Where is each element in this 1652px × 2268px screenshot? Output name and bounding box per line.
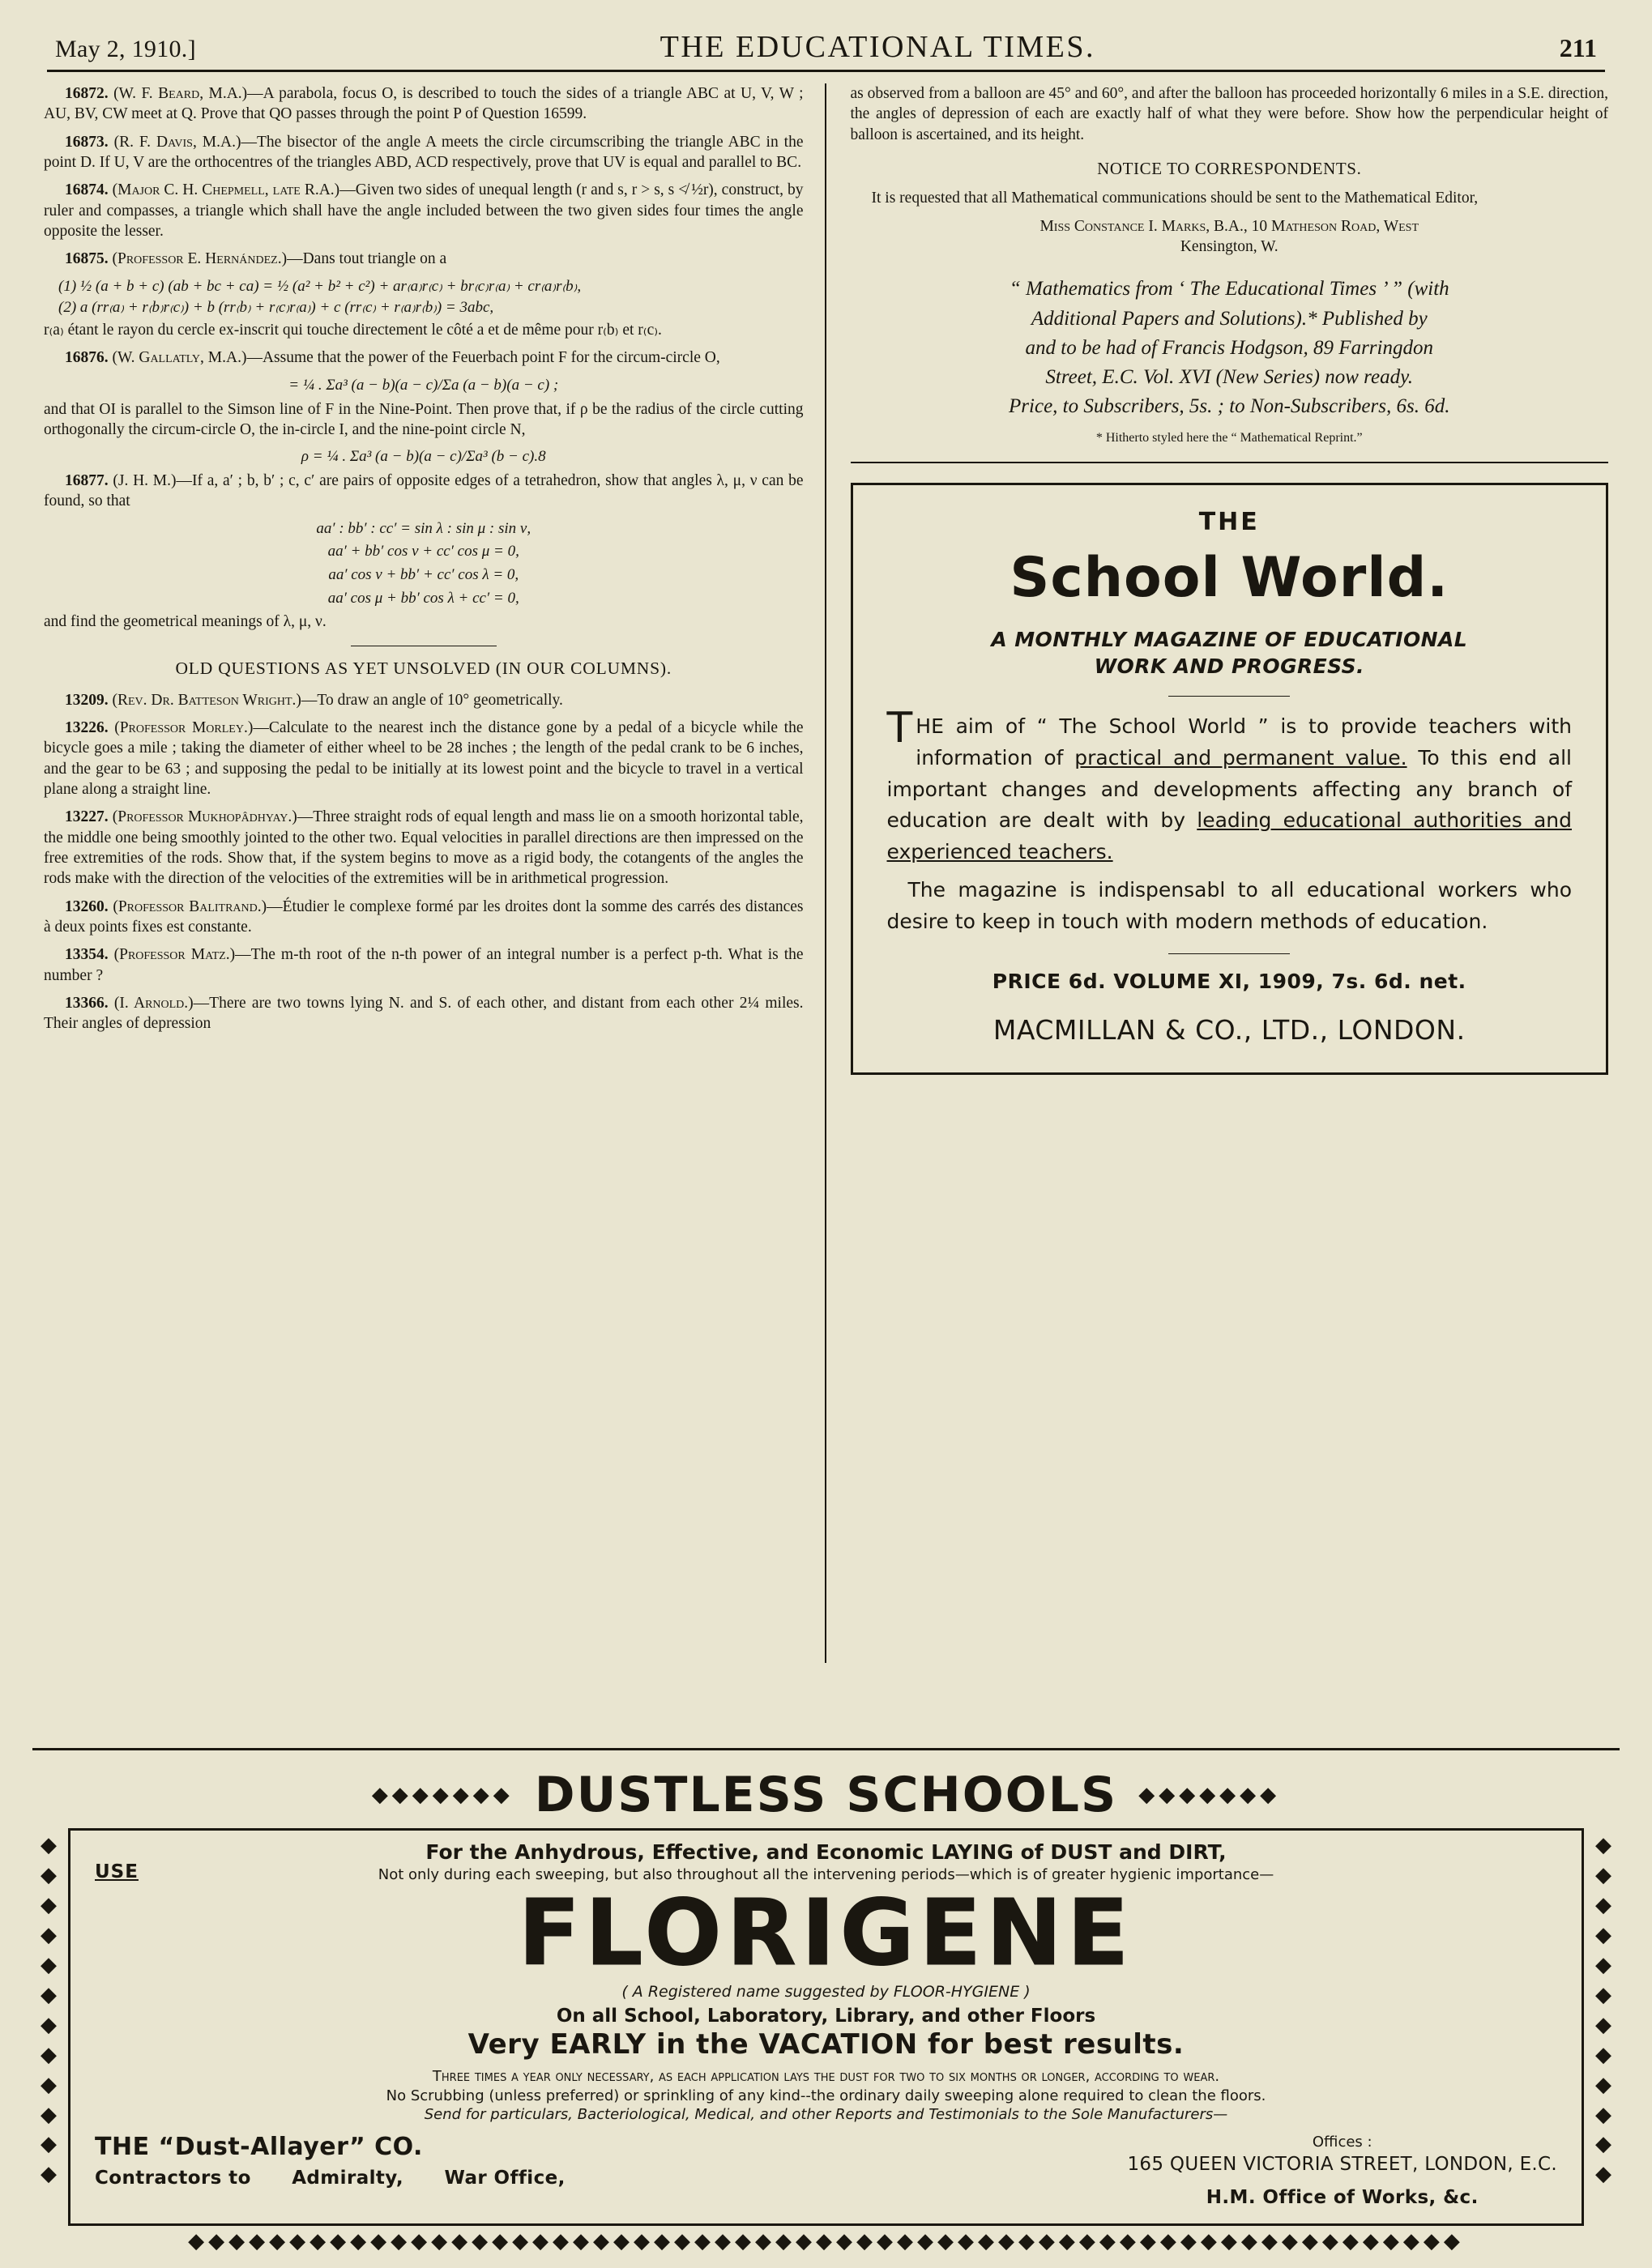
ad-price: PRICE 6d. VOLUME XI, 1909, 7s. 6d. net. xyxy=(992,970,1466,994)
notice-address-line-1: Miss Constance I. Marks, B.A., 10 Matheson Road, West xyxy=(1039,217,1419,235)
problem-item xyxy=(44,347,804,368)
ad-headline-row xyxy=(32,1767,1620,1823)
promo-line-4: Street, E.C. Vol. XVI (New Series) now ready. xyxy=(1045,366,1414,389)
problem-equation: aa′ cos μ + bb′ cos λ + cc′ = 0, xyxy=(327,589,519,607)
contractor-admiralty: Admiralty, xyxy=(292,2167,404,2189)
problem-item xyxy=(44,132,804,173)
registered-name-note: ( A Registered name suggested by FLOOR-HYGIENE ) xyxy=(621,1983,1031,2002)
ad-tagline: For the Anhydrous, Effective, and Economic LAYING of DUST and DIRT, xyxy=(425,1840,1227,1865)
contractor-war-office: War Office, xyxy=(444,2167,566,2189)
issue-date: May 2, 1910.] xyxy=(55,36,196,62)
problem-item xyxy=(44,83,804,125)
ad-body xyxy=(881,704,1579,937)
problem-equation: aa′ + bb′ cos ν + cc′ cos μ = 0, xyxy=(327,543,519,561)
ad-divider-2 xyxy=(1168,953,1290,954)
notice-heading: NOTICE TO CORRESPONDENTS. xyxy=(1097,159,1362,179)
problem-equation: aa′ : bb′ : cc′ = sin λ : sin μ : sin ν, xyxy=(316,519,531,537)
problem-number: 16877. xyxy=(65,471,109,489)
left-column xyxy=(44,83,826,1663)
problem-text: —Calculate to the nearest inch the distance gone by a pedal of a bicycle while the bicycle goes a mile ; taking the diameter of either wheel to be 28 inches ; the length of the pedal crank to be 6 inches, and the gear to be 63 ; and supposing the pedal to be initially at its lowest point and the bicycle to travel in a vertical plane along a straight line. xyxy=(44,718,804,798)
page-number: 211 xyxy=(1559,33,1597,62)
notice-address-line-2: Kensington, W. xyxy=(1180,238,1278,256)
promo-line-5: Price, to Subscribers, 5s. ; to Non-Subscribers, 6s. 6d. xyxy=(1009,395,1450,418)
problem-attribution: (Professor Mukhopâdhyay.) xyxy=(112,808,297,826)
dustless-schools-advertisement[interactable] xyxy=(32,1748,1620,2253)
contractor-hm-office: H.M. Office of Works, &c. xyxy=(1206,2186,1479,2208)
ad-body-text-2: To this end all important changes and developments affecting any branch of education are dealt with by xyxy=(886,745,1572,833)
problem-attribution: (W. Gallatly, M.A.) xyxy=(112,349,247,367)
problem-attribution: (Professor Balitrand.) xyxy=(113,897,267,915)
problem-item xyxy=(44,471,804,512)
problem-equation: ρ = ¼ . Σa³ (a − b)(a − c)/Σa³ (b − c).8 xyxy=(301,448,546,466)
diamond-border-bottom: ◆◆◆◆◆◆◆◆◆◆◆◆◆◆◆◆◆◆◆◆◆◆◆◆◆◆◆◆◆◆◆◆◆◆◆◆◆◆◆◆◆◆◆◆◆◆◆◆◆◆◆◆◆◆◆◆◆◆◆◆◆◆◆ xyxy=(188,2229,1464,2253)
ad-underlined-phrase-2: leading educational authorities and experienced teachers. xyxy=(886,808,1572,864)
ad-body-text-1: HE aim of “ The School World ” is to provide teachers with information of xyxy=(916,714,1572,770)
problem-text: —Étudier le complexe formé par les droites dont la somme des carrés des distances à deux points fixes est constante. xyxy=(44,897,804,936)
old-problem-item xyxy=(44,690,804,710)
problem-number: 16872. xyxy=(65,85,109,102)
contractors-label xyxy=(95,2168,566,2189)
ad-vacation-line: Very EARLY in the VACATION for best results. xyxy=(467,2028,1185,2061)
contractors-label-text: Contractors to xyxy=(95,2167,251,2189)
promo-footnote: * Hitherto styled here the “ Mathematical Reprint.” xyxy=(1095,430,1363,445)
ad-company-block xyxy=(95,2133,566,2189)
ad-floors-line: On all School, Laboratory, Library, and other Floors xyxy=(556,2006,1096,2027)
problem-text: —If a, a′ ; b, b′ ; c, c′ are pairs of opposite edges of a tetrahedron, show that angles λ, μ, ν can be found, so that xyxy=(44,471,804,510)
promo-rule xyxy=(851,462,1609,463)
problem-attribution: (W. F. Beard, M.A.) xyxy=(113,85,248,102)
ad-fineprint xyxy=(83,2067,1569,2124)
problem-text: —Dans tout triangle on a xyxy=(287,250,447,268)
problem-number: 13366. xyxy=(65,995,109,1013)
continued-text: as observed from a balloon are 45° and 60°, and after the balloon has proceeded horizontally 6 miles in a S.E. direction, the angles of depression of each are exactly half of what they were before. Show how the perpendicular height of balloon is ascertained, and its height. xyxy=(850,85,1608,143)
problem-tail: r₍a₎ étant le rayon du cercle ex-inscrit qui touche directement le côté a et de même pour r₍b₎ et r₍c₎. xyxy=(44,322,662,339)
problem-item xyxy=(44,249,804,269)
ad-body-paragraph-2: The magazine is indispensabl to all educational workers who desire to keep in touch with modern methods of education. xyxy=(886,877,1572,933)
reprint-promo xyxy=(856,275,1604,446)
promo-line-1: “ Mathematics from ‘ The Educational Times ’ ” (with xyxy=(1009,278,1449,301)
ad-offices-block xyxy=(1128,2133,1558,2210)
problem-item xyxy=(44,180,804,241)
notice-text: It is requested that all Mathematical communications should be sent to the Mathematical Editor, xyxy=(871,190,1479,207)
diamond-border-left: ◆ ◆ ◆ ◆ ◆ ◆ ◆ ◆ ◆ ◆ ◆ ◆ xyxy=(41,1833,57,2187)
fineprint-line-2: No Scrubbing (unless preferred) or sprinkling of any kind--the ordinary daily sweeping alone required to clean the floors. xyxy=(386,2087,1266,2104)
ad-subtitle-line-1: A MONTHLY MAGAZINE OF EDUCATIONAL xyxy=(991,628,1468,652)
problem-text: —A parabola, focus O, is described to touch the sides of a triangle ABC at U, V, W ; AU, BV, CW meet at Q. Prove that QO passes through the point P of Question 16599. xyxy=(44,85,804,123)
publication-title: THE EDUCATIONAL TIMES. xyxy=(660,30,1095,64)
problem-number: 16873. xyxy=(65,133,109,151)
problem-number: 13226. xyxy=(65,718,109,736)
ad-dropcap: T xyxy=(886,704,913,753)
old-problem-item xyxy=(44,993,804,1034)
problem-text: —Given two sides of unequal length (r and s, r > s, s ≮ ½r), construct, by ruler and compasses, a triangle which shall have the angle included between the two given sides four times the angle opposite the lesser. xyxy=(44,181,804,241)
problem-attribution: (R. F. Davis, M.A.) xyxy=(113,133,241,151)
old-problem-item xyxy=(44,897,804,938)
problem-attribution: (I. Arnold.) xyxy=(113,995,194,1013)
old-problem-item xyxy=(44,807,804,889)
diamond-ornament-left: ◆◆◆◆◆◆◆ xyxy=(371,1783,514,1808)
problem-text: —The m-th root of the n-th power of an integral number is a perfect p-th. What is the number ? xyxy=(44,946,804,984)
diamond-border-right: ◆ ◆ ◆ ◆ ◆ ◆ ◆ ◆ ◆ ◆ ◆ ◆ xyxy=(1595,1833,1611,2187)
problem-equation: = ¼ . Σa³ (a − b)(a − c)/Σa (a − b)(a − c) ; xyxy=(288,376,559,394)
problem-number: 16876. xyxy=(65,349,109,367)
ad-frame xyxy=(41,1828,1611,2226)
fineprint-line-1: Three times a year only necessary, as each application lays the dust for two to six months or longer, according to wear. xyxy=(432,2068,1220,2086)
problem-tail: and find the geometrical meanings of λ, μ, ν. xyxy=(44,613,327,631)
section-heading: OLD QUESTIONS AS YET UNSOLVED (IN OUR COLUMNS). xyxy=(175,658,672,678)
problem-tail: and that OI is parallel to the Simson line of F in the Nine-Point. Then prove that, if ρ be the radius of the circle cutting orthogonally the circum-circle O, the in-circle I, and the nine-point circle N, xyxy=(44,400,804,438)
problem-text: —The bisector of the angle A meets the circle circumscribing the triangle ABC in the point D. If U, V are the orthocentres of the triangles ABD, ACD respectively, prove that UV is equal and parallel to BC. xyxy=(44,133,804,172)
product-name: FLORIGENE xyxy=(518,1880,1134,1986)
promo-line-2: Additional Papers and Solutions).* Published by xyxy=(1031,307,1428,330)
ad-title: School World. xyxy=(1010,545,1449,610)
right-column xyxy=(826,83,1609,1663)
problem-attribution: (Professor Morley.) xyxy=(114,718,254,736)
ad-underlined-phrase-1: practical and permanent value. xyxy=(1074,745,1407,770)
body-columns xyxy=(44,83,1608,1663)
problem-attribution: (Professor E. Hernández.) xyxy=(112,250,288,268)
ad-publisher: MACMILLAN & CO., LTD., LONDON. xyxy=(992,1013,1466,1046)
problem-attribution: (Major C. H. Chepmell, late R.A.) xyxy=(112,181,340,199)
problem-number: 13227. xyxy=(65,808,109,826)
problem-number: 13260. xyxy=(65,897,109,915)
problem-equation: (2) a (rr₍a₎ + r₍b₎r₍c₎) + b (rr₍b₎ + r₍c₎r₍a₎) + c (rr₍c₎ + r₍a₎r₍b₎) = 3abc, xyxy=(58,299,494,317)
old-problem-item xyxy=(44,944,804,986)
problem-text: —There are two towns lying N. and S. of each other, and distant from each other 2¼ miles. Their angles of depression xyxy=(44,995,804,1033)
old-problem-item xyxy=(44,718,804,799)
company-name: THE “Dust-Allayer” CO. xyxy=(95,2132,423,2161)
problem-text: —Assume that the power of the Feuerbach point F for the circum-circle O, xyxy=(246,349,720,367)
offices-address: 165 QUEEN VICTORIA STREET, LONDON, E.C. xyxy=(1127,2153,1557,2175)
problem-equation: (1) ½ (a + b + c) (ab + bc + ca) = ½ (a² + b² + c²) + ar₍a₎r₍c₎ + br₍c₎r₍a₎ + cr₍a₎r₍b₎, xyxy=(58,277,582,295)
problem-equation: aa′ cos ν + bb′ + cc′ cos λ = 0, xyxy=(328,565,519,583)
ad-subtagline: Not only during each sweeping, but also throughout all the intervening periods—which is of greater hygienic importance— xyxy=(378,1866,1274,1884)
problem-attribution: (J. H. M.) xyxy=(113,471,177,489)
masthead-rule xyxy=(47,70,1605,72)
diamond-ornament-right: ◆◆◆◆◆◆◆ xyxy=(1138,1783,1281,1808)
offices-label: Offices : xyxy=(1312,2133,1372,2151)
problem-number: 16875. xyxy=(65,250,109,268)
ad-footer-row xyxy=(83,2133,1569,2210)
problem-number: 13209. xyxy=(65,691,109,709)
problem-attribution: (Rev. Dr. Batteson Wright.) xyxy=(112,691,301,709)
problem-text: —Three straight rods of equal length and mass lie on a smooth horizontal table, the middle one being smoothly jointed to the other two. Equal velocities in parallel directions are then impressed on the free extremities of the rods. Show that, if the system begins to move as a rigid body, the cotangents of the angles the rods make with the direction of the velocities of the extremities will be in arithmetical progression. xyxy=(44,808,804,888)
problem-text: —To draw an angle of 10° geometrically. xyxy=(301,691,563,709)
use-label: USE xyxy=(95,1861,139,1883)
ad-divider xyxy=(1168,696,1290,697)
school-world-advertisement[interactable] xyxy=(851,483,1609,1075)
ad-body-paragraph-1 xyxy=(886,704,1573,868)
problem-number: 13354. xyxy=(65,946,109,964)
ad-the-label: THE xyxy=(1198,507,1260,536)
problem-attribution: (Professor Matz.) xyxy=(113,946,236,964)
fineprint-line-3: Send for particulars, Bacteriological, Medical, and other Reports and Testimonials to the Sole Manufacturers— xyxy=(424,2106,1228,2124)
page-masthead xyxy=(44,29,1608,70)
ad-subtitle-line-2: WORK AND PROGRESS. xyxy=(1094,654,1364,678)
ad-headline: DUSTLESS SCHOOLS xyxy=(534,1767,1118,1824)
problem-number: 16874. xyxy=(65,181,109,199)
promo-line-3: and to be had of Francis Hodgson, 89 Farringdon xyxy=(1025,336,1433,359)
